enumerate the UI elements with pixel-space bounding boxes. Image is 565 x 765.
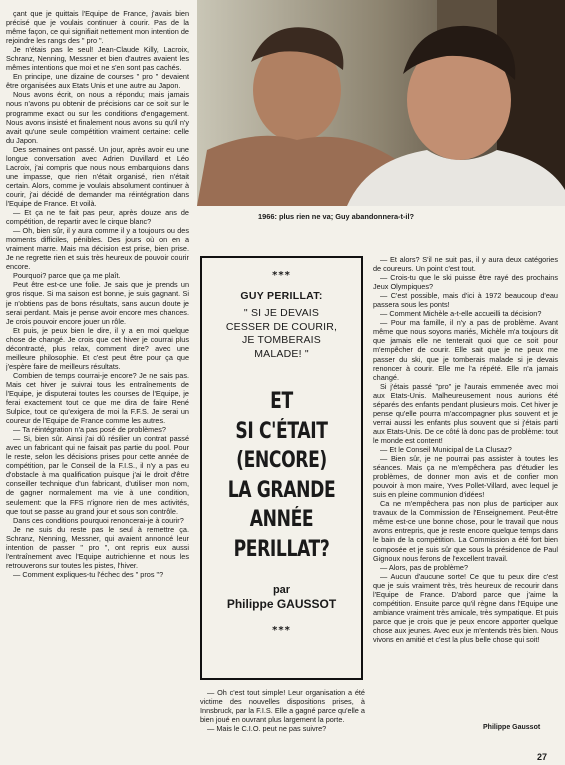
headline-line: ANNÉE (249, 507, 314, 532)
article-paragraph: — Bien sûr, je ne pourrai pas assister à toutes les séances. Mais ça ne m'empêchera pas d'étudier les problèmes, de donner mon avis et de confier mon pouvoir à mon maire, Yves Pollet-Villard, avec lequel je suis en pleine communion d'idées! (373, 454, 558, 500)
article-paragraph: — Crois-tu que le ski puisse être rayé des prochains Jeux Olympiques? (373, 273, 558, 292)
kicker-quote-line: JE TOMBERAIS (241, 334, 322, 346)
article-paragraph: Dans ces conditions pourquoi renoncerai-je à courir? (13, 515, 184, 525)
headline-line: LA GRANDE (227, 477, 336, 503)
article-paragraph: — Pour ma famille, il n'y a pas de problème. Avant même que nous soyons mariés, Michèle m'a toujours dit que jamais elle ne tenterait quoi que ce soit pour m'empêcher de courir. Elle sait que je ne peux me passer du ski, que je tomberais malade si je devais renoncer à courir. Elle me l'a répété. Elle n'a jamais changé. (373, 318, 558, 382)
right-text-column (373, 255, 558, 723)
kicker-quote-line: CESSER DE COURIR, (225, 320, 338, 333)
article-paragraph: Et puis, je peux bien le dire, il y a en moi quelque chose de changé. Je crois que cet hiver je courrai plus décontracté, plus relax, comment dire? avec une meilleure philosophie. Et c'est peut être pour ça que j'espère faire de meilleurs résultats. (6, 325, 189, 371)
photo-illustration (197, 0, 565, 206)
article-paragraph: — Comment Michèle a-t-elle accueilli ta décision? (380, 309, 542, 319)
article-paragraph: — Oh c'est tout simple! Leur organisation a été victime des nouvelles dispositions prises, à Innsbruck, par la F.I.S. Elle a gagné parce qu'elle a bien joué en ouvrant plus largement la porte. (200, 688, 365, 725)
title-box (200, 256, 363, 680)
article-paragraph: çant que je quittais l'Equipe de France, j'avais bien précisé que je voulais continuer à courir. Pas de la même façon, ce qui signifiait nettement mon intention de rejoindre les rangs des " pro ". (6, 9, 189, 46)
article-paragraph: Combien de temps courrai-je encore? Je ne sais pas. Mais cet hiver je suivrai tous les entraînements de l'Equipe, je disputerai toutes les courses de l'Equipe, je ferai exactement tout ce que me dira de faire René Sulpice, tout ce qu'exigera de moi la F.F.S. Je serai un coureur de l'Equipe de France comme les autres. (6, 370, 189, 426)
kicker-name: GUY PERILLAT: (240, 290, 323, 302)
kicker-quote-line: " SI JE DEVAIS (243, 307, 320, 319)
photo-caption: 1966: plus rien ne va; Guy abandonnera-t-il? (258, 212, 415, 221)
article-paragraph: — Oh, bien sûr, il y aura comme il y a toujours ou des moments difficiles, pénibles. Des jours où on en a vraiment marre. Mais ma décision est prise, bien prise. Je ne regrette rien et suis très heureux de pouvoir courir encore. (6, 226, 189, 272)
headline-line: SI C'ÉTAIT (235, 418, 328, 444)
kicker-quote (202, 307, 361, 361)
headline-line: ET (270, 389, 293, 414)
article-paragraph: — Alors, pas de problème? (380, 562, 469, 572)
decorative-stars-bottom: *** (272, 625, 291, 636)
headline (202, 387, 361, 564)
photo-two-skiers (197, 0, 565, 206)
article-paragraph: — Si, bien sûr. Ainsi j'ai dû résilier un contrat passé avec un fabricant qui ne faisait pas partie du pool. Pour le reste, selon les décisions prises pour cette année de compétition, par le Conseil de la F.I.S., il n'y a pas eu d'obstacle à ma qualification puisque j'ai le droit d'être conseiller technique d'un fabricant, d'utiliser mon nom, de gagner normalement ma vie à une condition, seulement: que la FFS n'ignore rien de mes activités, que tout se passe au grand jour et sous son contrôle. (6, 434, 189, 516)
article-paragraph: — Et le Conseil Municipal de La Clusaz? (380, 444, 512, 454)
article-paragraph: Pourquoi? parce que ça me plaît. (13, 271, 121, 281)
byline-par: par (272, 584, 291, 596)
byline-author: Philippe GAUSSOT (226, 597, 337, 611)
headline-line: (ENCORE) (236, 448, 327, 473)
author-signature: Philippe Gaussot (483, 724, 541, 731)
article-paragraph: En principe, une dizaine de courses " pro " devaient être organisées aux Etats Unis et une autre au Japon. (6, 72, 189, 91)
middle-bottom-text-column (200, 688, 365, 754)
page-number: 27 (537, 752, 548, 762)
left-text-column (6, 9, 189, 757)
article-paragraph: Je n'étais pas le seul! Jean-Claude Killy, Lacroix, Schranz, Nenning, Messner et bien d'autres avaient les mêmes intentions que moi et ne s'en sont pas cachés. (6, 45, 189, 73)
kicker-quote-line: MALADE! " (254, 347, 309, 360)
article-paragraph: — Aucun d'aucune sorte! Ce que tu peux dire c'est que je suis vraiment très, très heureux de recourir dans l'Equipe de France. D'abord parce que j'aime la compétition. Ensuite parce qu'il règne dans l'Equipe une ambiance vraiment très amicale, très sympatique. Et puis parce que je crois que je peux encore apporter quelque chose aux jeunes. Avec eux je m'entends très bien. Nous vivons en amitié et c'est la plus belle chose qui soit! (373, 571, 558, 644)
article-paragraph: Des semaines ont passé. Un jour, après avoir eu une longue conversation avec Adrien Duvillard et Léo Lacroix, j'ai compris que nous nous embarquions dans une impasse, que rien n'était organisé, rien n'était certain. Alors, comme je voulais absolument continuer à courir, j'ai décidé de demander ma réintégration dans l'Equipe de France. Et voilà. (6, 144, 189, 208)
article-paragraph: Je ne suis du reste pas le seul à remettre ça. Schranz, Nenning, Messner, qui avaient annoncé leur intention de passer " pro ", ont repris eux aussi l'entraînement avec l'Equipe autrichienne et nous les retrouverons sur toutes les pistes, l'hiver. (6, 524, 189, 570)
article-paragraph: — Et alors? S'il ne suit pas, il y aura deux catégories de coureurs. Un point c'est tout. (373, 255, 558, 274)
article-paragraph: Si j'étais passé "pro" je l'aurais emmenée avec moi aux Etats-Unis. Malheureusement nous aurions été séparés des enfants pendant plusieurs mois. Cet hiver je pense qu'elle pourra m'accompagner plus souvent et je verrai aussi les enfants plus souvent que si j'étais parti aux Etats-Unis. De ce côté là donc pas de problème: tout le monde est content! (373, 381, 558, 445)
article-paragraph: Ca ne m'empêchera pas non plus de participer aux travaux de la Commission de l'Enseignement. Peut-être même est-ce une bonne chose, pour le travail que nous avons entrepris, que je reste encore quelque temps dans le bain de la compétition. La Commission a été fort bien composée et je suis sûr que sous la présidence de Paul Gignoux nous ferons de l'excellent travail. (373, 499, 558, 563)
article-paragraph: — Mais le C.I.O. peut ne pas suivre? (207, 724, 327, 734)
article-paragraph: — Et ça ne te fait pas peur, après douze ans de compétition, de repartir avec le cirque blanc? (6, 208, 189, 227)
article-paragraph: — Comment expliques-tu l'échec des " pros "? (13, 569, 164, 579)
headline-line: PERILLAT? (233, 536, 330, 562)
decorative-stars-top: *** (272, 270, 291, 281)
article-paragraph: — C'est possible, mais d'ici à 1972 beaucoup d'eau passera sous les ponts! (373, 291, 558, 310)
article-paragraph: — Ta réintégration n'a pas posé de problèmes? (13, 425, 166, 435)
article-paragraph: Peut être est-ce une folie. Je sais que je prends un gros risque. Si ma saison est bonne, je suis gagnant. Si je n'obtiens pas de bons résultats, sans aucun doute je serai perdant. Mais je pense avoir encore mes chances. Je crois pouvoir encore jouer un rôle. (6, 280, 189, 326)
article-paragraph: Nous avons écrit, on nous a répondu; mais jamais nous n'avons pu obtenir de précisions car ce soit sur le programme exact ou sur les conditions d'engagement. Nous avons insisté et finalement nous avons su qu'il n'y avait qu'une seule compétition vraiment certaine: celle du Japon. (6, 90, 189, 145)
